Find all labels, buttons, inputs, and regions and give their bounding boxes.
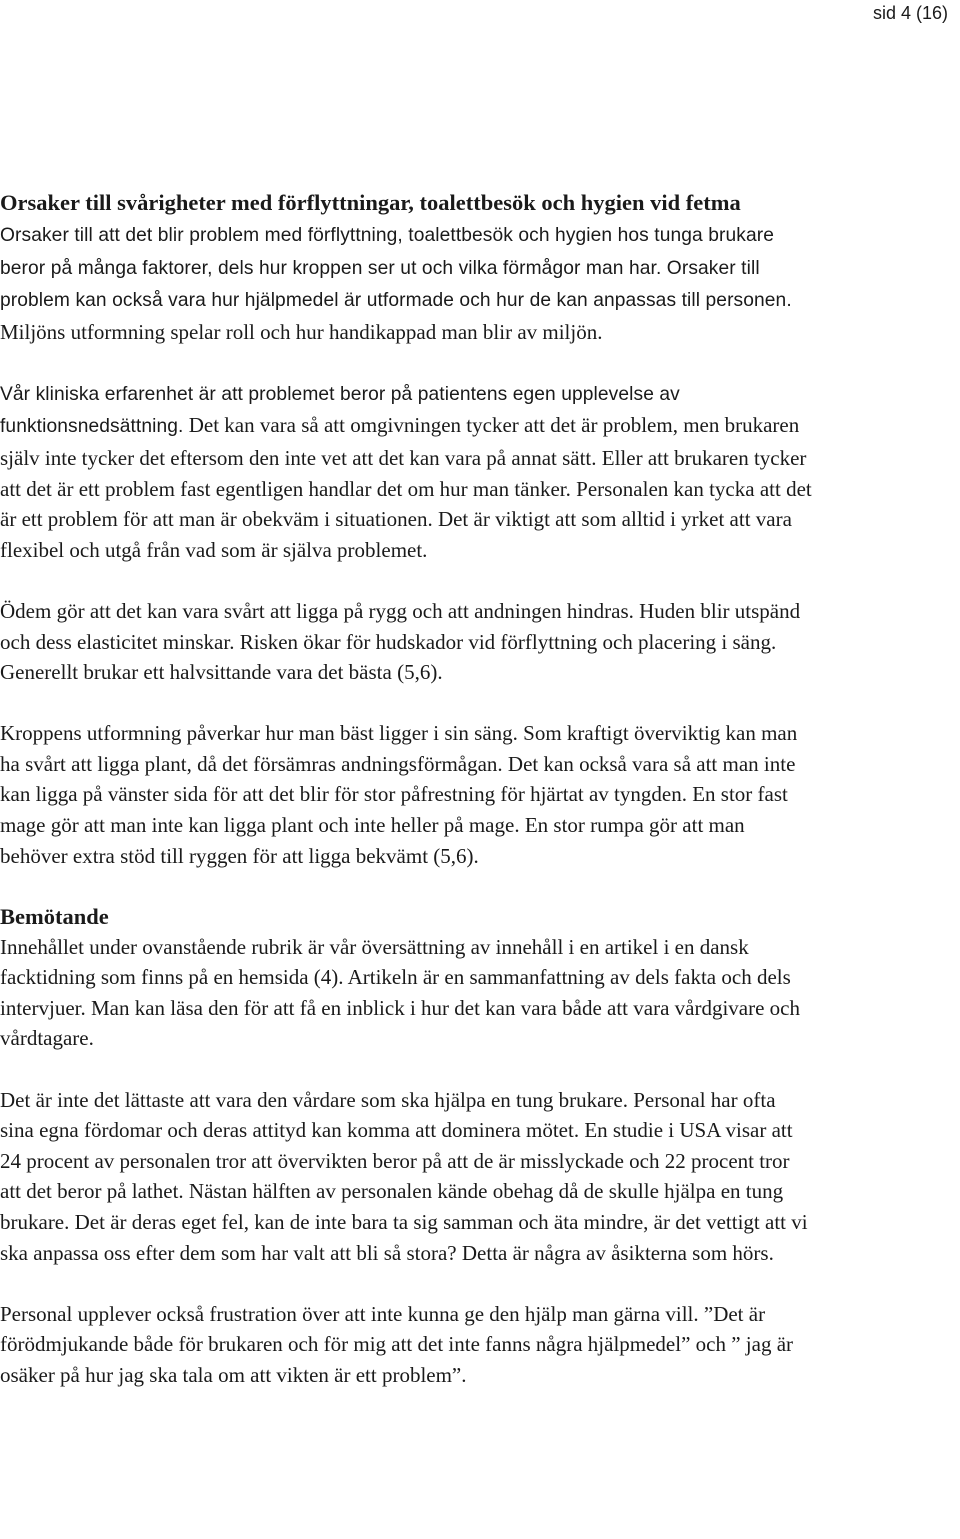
paragraph-causes-intro-part1: Orsaker till att det blir problem med förflyttning, toalettbesök och hygien hos tunga brukare beror på många faktorer, dels hur kroppen ser ut och vilka förmågor man har. Orsaker till problem kan också vara hur hjälpmedel är utformade och hur de kan anpassas till personen. [0, 225, 792, 312]
paragraph-clinical-experience-part1: Vår kliniska erfarenhet är att problemet beror på patientens egen upplevelse av funktionsnedsättning. [0, 383, 680, 438]
paragraph-gap [0, 565, 812, 596]
paragraph-gap [0, 1268, 812, 1299]
paragraph-clinical-experience [0, 378, 812, 566]
paragraph-causes-intro [0, 219, 812, 347]
paragraph-gap [0, 347, 812, 378]
paragraph-edema: Ödem gör att det kan vara svårt att ligga på rygg och att andningen hindras. Huden blir utspänd och dess elasticitet minskar. Risken ökar för hudskador vid förflyttning och placering i säng. Generellt brukar ett halvsittande vara det bästa (5,6). [0, 598, 801, 685]
paragraph-gap [0, 871, 812, 902]
document-body [0, 187, 812, 1390]
paragraph-causes-intro-part2: Miljöns utformning spelar roll och hur handikappad man blir av miljön. [0, 319, 603, 344]
paragraph-body-shape: Kroppens utformning påverkar hur man bäst ligger i sin säng. Som kraftigt överviktig kan man ha svårt att ligga plant, då det försämras andningsförmågan. Det kan också vara så att man inte kan ligga på vänster sida för att det blir för stor påfrestning för hjärtat av tyngden. En stor fast mage gör att man inte kan ligga plant och inte heller på mage. En stor rumpa gör att man behöver extra stöd till ryggen för att ligga bekvämt (5,6). [0, 721, 798, 868]
section-title-causes: Orsaker till svårigheter med förflyttningar, toalettbesök och hygien vid fetma [0, 190, 741, 215]
page-number: sid 4 (16) [872, 3, 948, 23]
paragraph-gap [0, 1054, 812, 1085]
paragraph-gap [0, 688, 812, 719]
paragraph-staff-frustration: Personal upplever också frustration över att inte kunna ge den hjälp man gärna vill. ”Det är förödmjukande både för brukaren och för mig att det inte fanns några hjälpmedel” och ” jag är osäker på hur jag ska tala om att vikten är ett problem”. [0, 1301, 794, 1387]
section-title-treatment: Bemötande [0, 903, 109, 929]
paragraph-staff-attitudes: Det är inte det lättaste att vara den vårdare som ska hjälpa en tung brukare. Personal har ofta sina egna fördomar och deras attityd kan komma att dominera mötet. En studie i USA visar att 24 procent av personalen tror att övervikten beror på att de är misslyckade och 22 procent tror att det beror på lathet. Nästan hälften av personalen kände obehag då de skulle hjälpa en tung brukare. Det är deras eget fel, kan de inte bara ta sig samman och äta mindre, är det vettigt att vi ska anpassa oss efter dem som har valt att bli så stora? Detta är några av åsikterna som hörs. [0, 1087, 808, 1265]
paragraph-translation-note: Innehållet under ovanstående rubrik är vår översättning av innehåll i en artikel i en dansk facktidning som finns på en hemsida (4). Artikeln är en sammanfattning av dels fakta och dels intervjuer. Man kan läsa den för att få en inblick i hur det kan vara både att vara vårdgivare och vårdtagare. [0, 934, 800, 1051]
paragraph-clinical-experience-part2: Det kan vara så att omgivningen tycker att det är problem, men brukaren själv inte tycker det eftersom den inte vet att det kan vara på annat sätt. Eller att brukaren tycker att det är ett problem fast egentligen handlar det om hur man tänker. Personalen kan tycka att det är ett problem för att man är obekväm i situationen. Det är viktigt att som alltid i yrket att vara flexibel och utgå från vad som är själva problemet. [0, 413, 812, 562]
